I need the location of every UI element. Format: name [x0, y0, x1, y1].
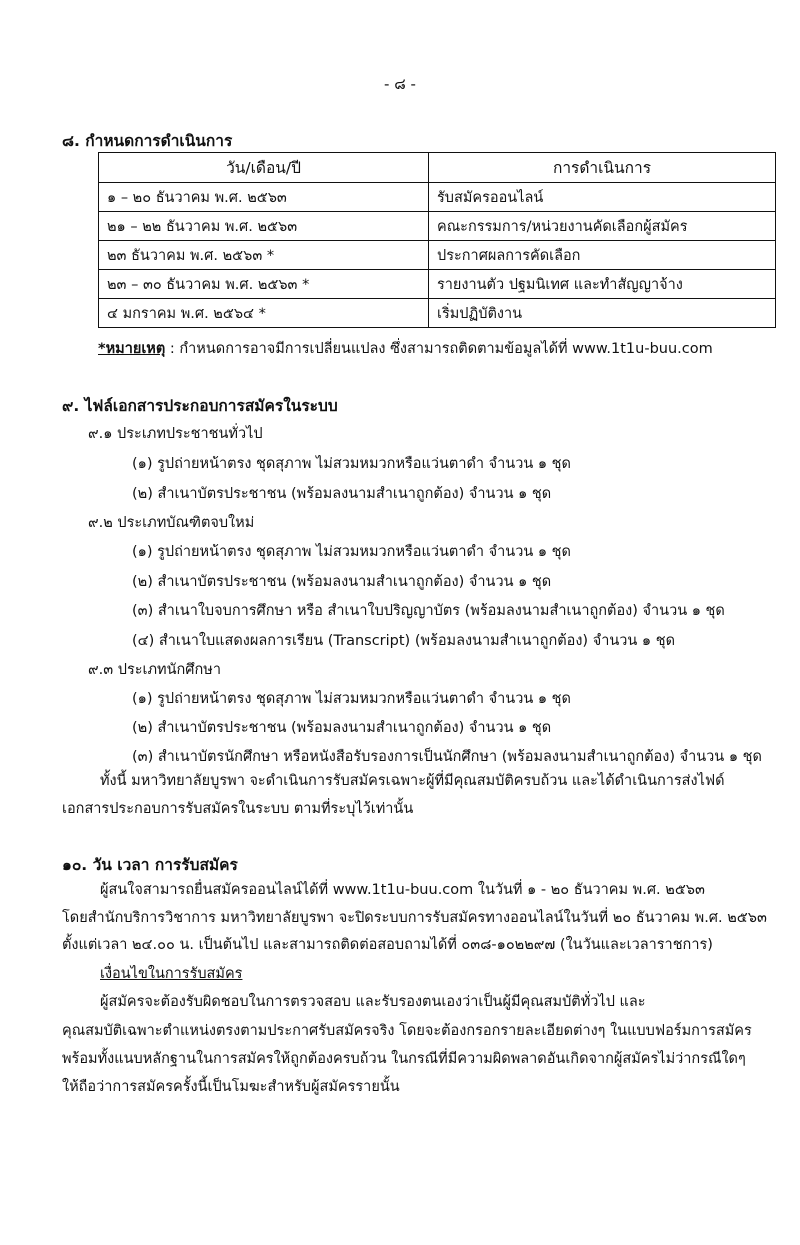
conditions-title: เงื่อนไขในการรับสมัคร: [100, 966, 243, 982]
cell-action: รายงานตัว ปฐมนิเทศ และทำสัญญาจ้าง: [429, 270, 776, 299]
cell-action: ประกาศผลการคัดเลือก: [429, 241, 776, 270]
paragraph-line: ให้ถือว่าการสมัครครั้งนี้เป็นโมฆะสำหรับผู้สมัครรายนั้น: [62, 1079, 400, 1095]
section-9-heading: ๙. ไฟล์เอกสารประกอบการสมัครในระบบ: [62, 397, 338, 415]
cell-date: ๔ มกราคม พ.ศ. ๒๕๖๔ *: [99, 299, 429, 328]
list-item: (๒) สำเนาบัตรประชาชน (พร้อมลงนามสำเนาถูกต้อง) จำนวน ๑ ชุด: [132, 574, 552, 590]
list-item: (๑) รูปถ่ายหน้าตรง ชุดสุภาพ ไม่สวมหมวกหรือแว่นตาดำ จำนวน ๑ ชุด: [132, 456, 571, 472]
cell-date: ๑ – ๒๐ ธันวาคม พ.ศ. ๒๕๖๓: [99, 183, 429, 212]
table-row: [99, 183, 776, 212]
group-9-3-title: ๙.๓ ประเภทนักศึกษา: [88, 662, 221, 678]
column-header-date: วัน/เดือน/ปี: [99, 153, 429, 183]
cell-date: ๒๓ – ๓๐ ธันวาคม พ.ศ. ๒๕๖๓ *: [99, 270, 429, 299]
table-row: [99, 212, 776, 241]
cell-date: ๒๑ – ๒๒ ธันวาคม พ.ศ. ๒๕๖๓: [99, 212, 429, 241]
cell-action: คณะกรรมการ/หน่วยงานคัดเลือกผู้สมัคร: [429, 212, 776, 241]
table-row: [99, 299, 776, 328]
page-number: - ๘ -: [384, 75, 416, 93]
list-item: (๓) สำเนาใบจบการศึกษา หรือ สำเนาใบปริญญาบัตร (พร้อมลงนามสำเนาถูกต้อง) จำนวน ๑ ชุด: [132, 603, 725, 619]
list-item: (๒) สำเนาบัตรประชาชน (พร้อมลงนามสำเนาถูกต้อง) จำนวน ๑ ชุด: [132, 486, 552, 502]
group-9-1-title: ๙.๑ ประเภทประชาชนทั่วไป: [88, 426, 263, 442]
section-9-closing-line-1: ทั้งนี้ มหาวิทยาลัยบูรพา จะดำเนินการรับสมัครเฉพาะผู้ที่มีคุณสมบัติครบถ้วน และได้ดำเนินการส่งไฟด์: [100, 773, 725, 789]
paragraph-line: คุณสมบัติเฉพาะตำแหน่งตรงตามประกาศรับสมัครจริง โดยจะต้องกรอกรายละเอียดต่างๆ ในแบบฟอร์มการสมัคร: [62, 1023, 752, 1039]
paragraph-line: ผู้สมัครจะต้องรับผิดชอบในการตรวจสอบ และรับรองตนเองว่าเป็นผู้มีคุณสมบัติทั่วไป และ: [100, 994, 646, 1010]
paragraph-line: ตั้งแต่เวลา ๒๔.๐๐ น. เป็นต้นไป และสามารถติดต่อสอบถามได้ที่ ๐๓๘-๑๐๒๒๙๗ (ในวันและเวลาราชการ): [62, 937, 713, 953]
list-item: (๒) สำเนาบัตรประชาชน (พร้อมลงนามสำเนาถูกต้อง) จำนวน ๑ ชุด: [132, 720, 552, 736]
cell-action: รับสมัครออนไลน์: [429, 183, 776, 212]
cell-date: ๒๓ ธันวาคม พ.ศ. ๒๕๖๓ *: [99, 241, 429, 270]
table-row: [99, 270, 776, 299]
list-item: (๓) สำเนาบัตรนักศึกษา หรือหนังสือรับรองการเป็นนักศึกษา (พร้อมลงนามสำเนาถูกต้อง) จำนวน ๑ ชุด: [132, 749, 762, 765]
schedule-table: [98, 152, 776, 328]
section-8-heading: ๘. กำหนดการดำเนินการ: [62, 132, 233, 150]
table-header-row: [99, 153, 776, 183]
list-item: (๑) รูปถ่ายหน้าตรง ชุดสุภาพ ไม่สวมหมวกหรือแว่นตาดำ จำนวน ๑ ชุด: [132, 544, 571, 560]
note-label: *หมายเหตุ: [98, 341, 166, 357]
table-row: [99, 241, 776, 270]
paragraph-line: ผู้สนใจสามารถยื่นสมัครออนไลน์ได้ที่ www.1t1u-buu.com ในวันที่ ๑ - ๒๐ ธันวาคม พ.ศ. ๒๕๖๓: [100, 882, 705, 898]
paragraph-line: พร้อมทั้งแนบหลักฐานในการสมัครให้ถูกต้องครบถ้วน ในกรณีที่มีความผิดพลาดอันเกิดจากผู้สมัครไม่ว่ากรณีใดๆ: [62, 1051, 746, 1067]
paragraph-line: โดยสำนักบริการวิชาการ มหาวิทยาลัยบูรพา จะปิดระบบการรับสมัครทางออนไลน์ในวันที่ ๒๐ ธันวาคม พ.ศ. ๒๕๖๓: [62, 910, 767, 926]
group-9-2-title: ๙.๒ ประเภทบัณฑิตจบใหม่: [88, 515, 255, 531]
list-item: (๑) รูปถ่ายหน้าตรง ชุดสุภาพ ไม่สวมหมวกหรือแว่นตาดำ จำนวน ๑ ชุด: [132, 691, 571, 707]
schedule-note: [98, 337, 713, 360]
cell-action: เริ่มปฏิบัติงาน: [429, 299, 776, 328]
column-header-action: การดำเนินการ: [429, 153, 776, 183]
section-10-heading: ๑๐. วัน เวลา การรับสมัคร: [62, 856, 238, 874]
section-9-closing-line-2: เอกสารประกอบการรับสมัครในระบบ ตามที่ระบุไว้เท่านั้น: [62, 801, 414, 817]
list-item: (๔) สำเนาใบแสดงผลการเรียน (Transcript) (พร้อมลงนามสำเนาถูกต้อง) จำนวน ๑ ชุด: [132, 633, 675, 649]
note-text: : กำหนดการอาจมีการเปลี่ยนแปลง ซึ่งสามารถติดตามข้อมูลได้ที่ www.1t1u-buu.com: [165, 341, 713, 357]
